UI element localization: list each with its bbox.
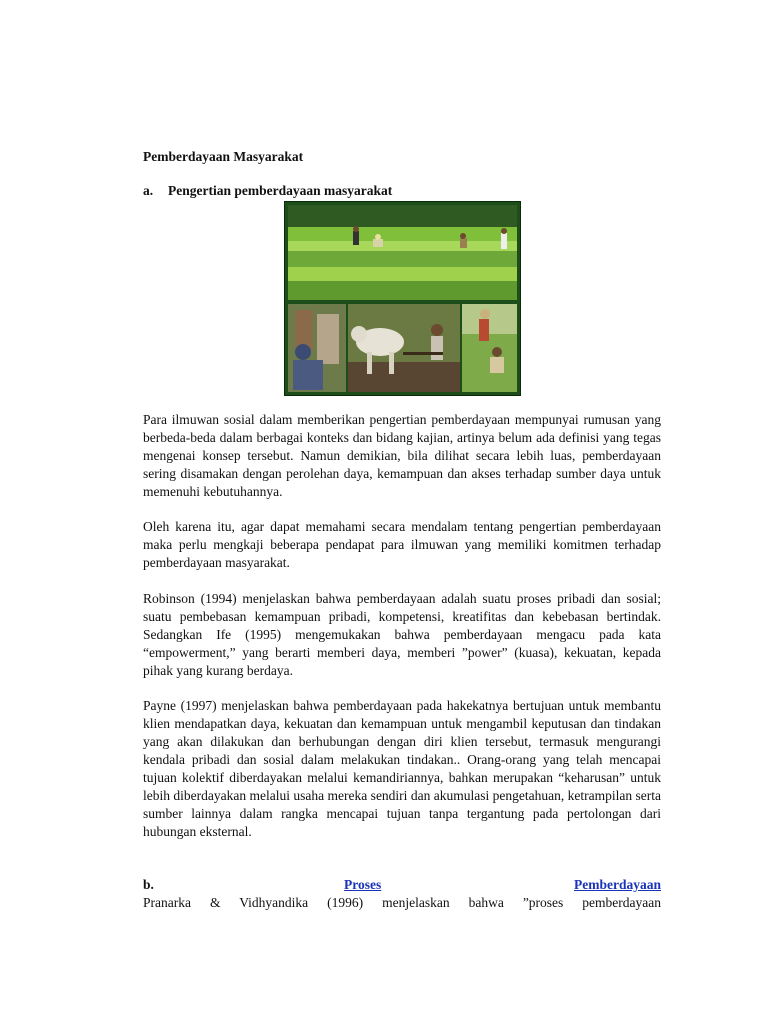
link-word-pemberdayaan: Pemberdayaan <box>574 877 661 892</box>
paragraph-4: Payne (1997) menjelaskan bahwa pemberdayaan pada hakekatnya bertujuan untuk membantu klien mendapatkan daya, kekuatan dan kemampuan untuk mengambil keputusan dan tindakan yang akan dilakukan dan berhubungan dengan diri klien tersebut, termasuk mengurangi kendala pribadi dan sosial dalam melakukan tindakan.. Orang-orang yang telah mencapai tujuan kolektif diberdayakan melalui kemandiriannya, bahkan merupakan “keharusan” untuk lebih diberdayakan melalui usaha mereka sendiri dan akumulasi pengetahuan, ketrampilan serta sumber lainnya dalam rangka mencapai tujuan tanpa tergantung pada pertolongan dari hubungan eksternal. <box>143 698 661 839</box>
paragraph-2: Oleh karena itu, agar dapat memahami secara mendalam tentang pengertian pemberdayaan maka perlu mengkaji beberapa pendapat para ilmuwan yang memiliki komitmen terhadap pemberdayaan masyarakat. <box>143 519 661 570</box>
paragraph-3: Robinson (1994) menjelaskan bahwa pemberdayaan adalah suatu proses pribadi dan sosial; suatu pembebasan kemampuan pribadi, kompetensi, kreatifitas dan kebebasan bertindak. Sedangkan Ife (1995) mengemukakan bahwa pemberdayaan mengacu pada kata “empowerment,” yang berarti memberi daya, memberi ”power” (kuasa), kekuatan, kepada pihak yang kurang berdaya. <box>143 591 661 678</box>
link-word-proses: Proses <box>344 877 382 892</box>
section-a-label: a. <box>143 183 154 198</box>
rice-field-collage-image <box>284 201 521 396</box>
section-a-title: Pengertian pemberdayaan masyarakat <box>168 183 393 198</box>
proses-pemberdayaan-link[interactable] <box>344 876 661 894</box>
document-title: Pemberdayaan Masyarakat <box>143 149 304 164</box>
section-a-heading <box>143 183 392 199</box>
section-b-label: b. <box>143 877 154 892</box>
collage-illustration <box>285 202 520 395</box>
section-b-first-line: Pranarka & Vidhyandika (1996) menjelaskan bahwa ”proses pemberdayaan <box>143 895 661 910</box>
paragraph-1: Para ilmuwan sosial dalam memberikan pengertian pemberdayaan mempunyai rumusan yang berbeda-beda dalam berbagai konteks dan bidang kajian, artinya belum ada definisi yang tegas mengenai konsep tersebut. Namun demikian, bila dilihat secara lebih luas, pemberdayaan sering disamakan dengan perolehan daya, kemampuan dan akses terhadap sumber daya untuk memenuhi kebutuhannya. <box>143 412 661 499</box>
